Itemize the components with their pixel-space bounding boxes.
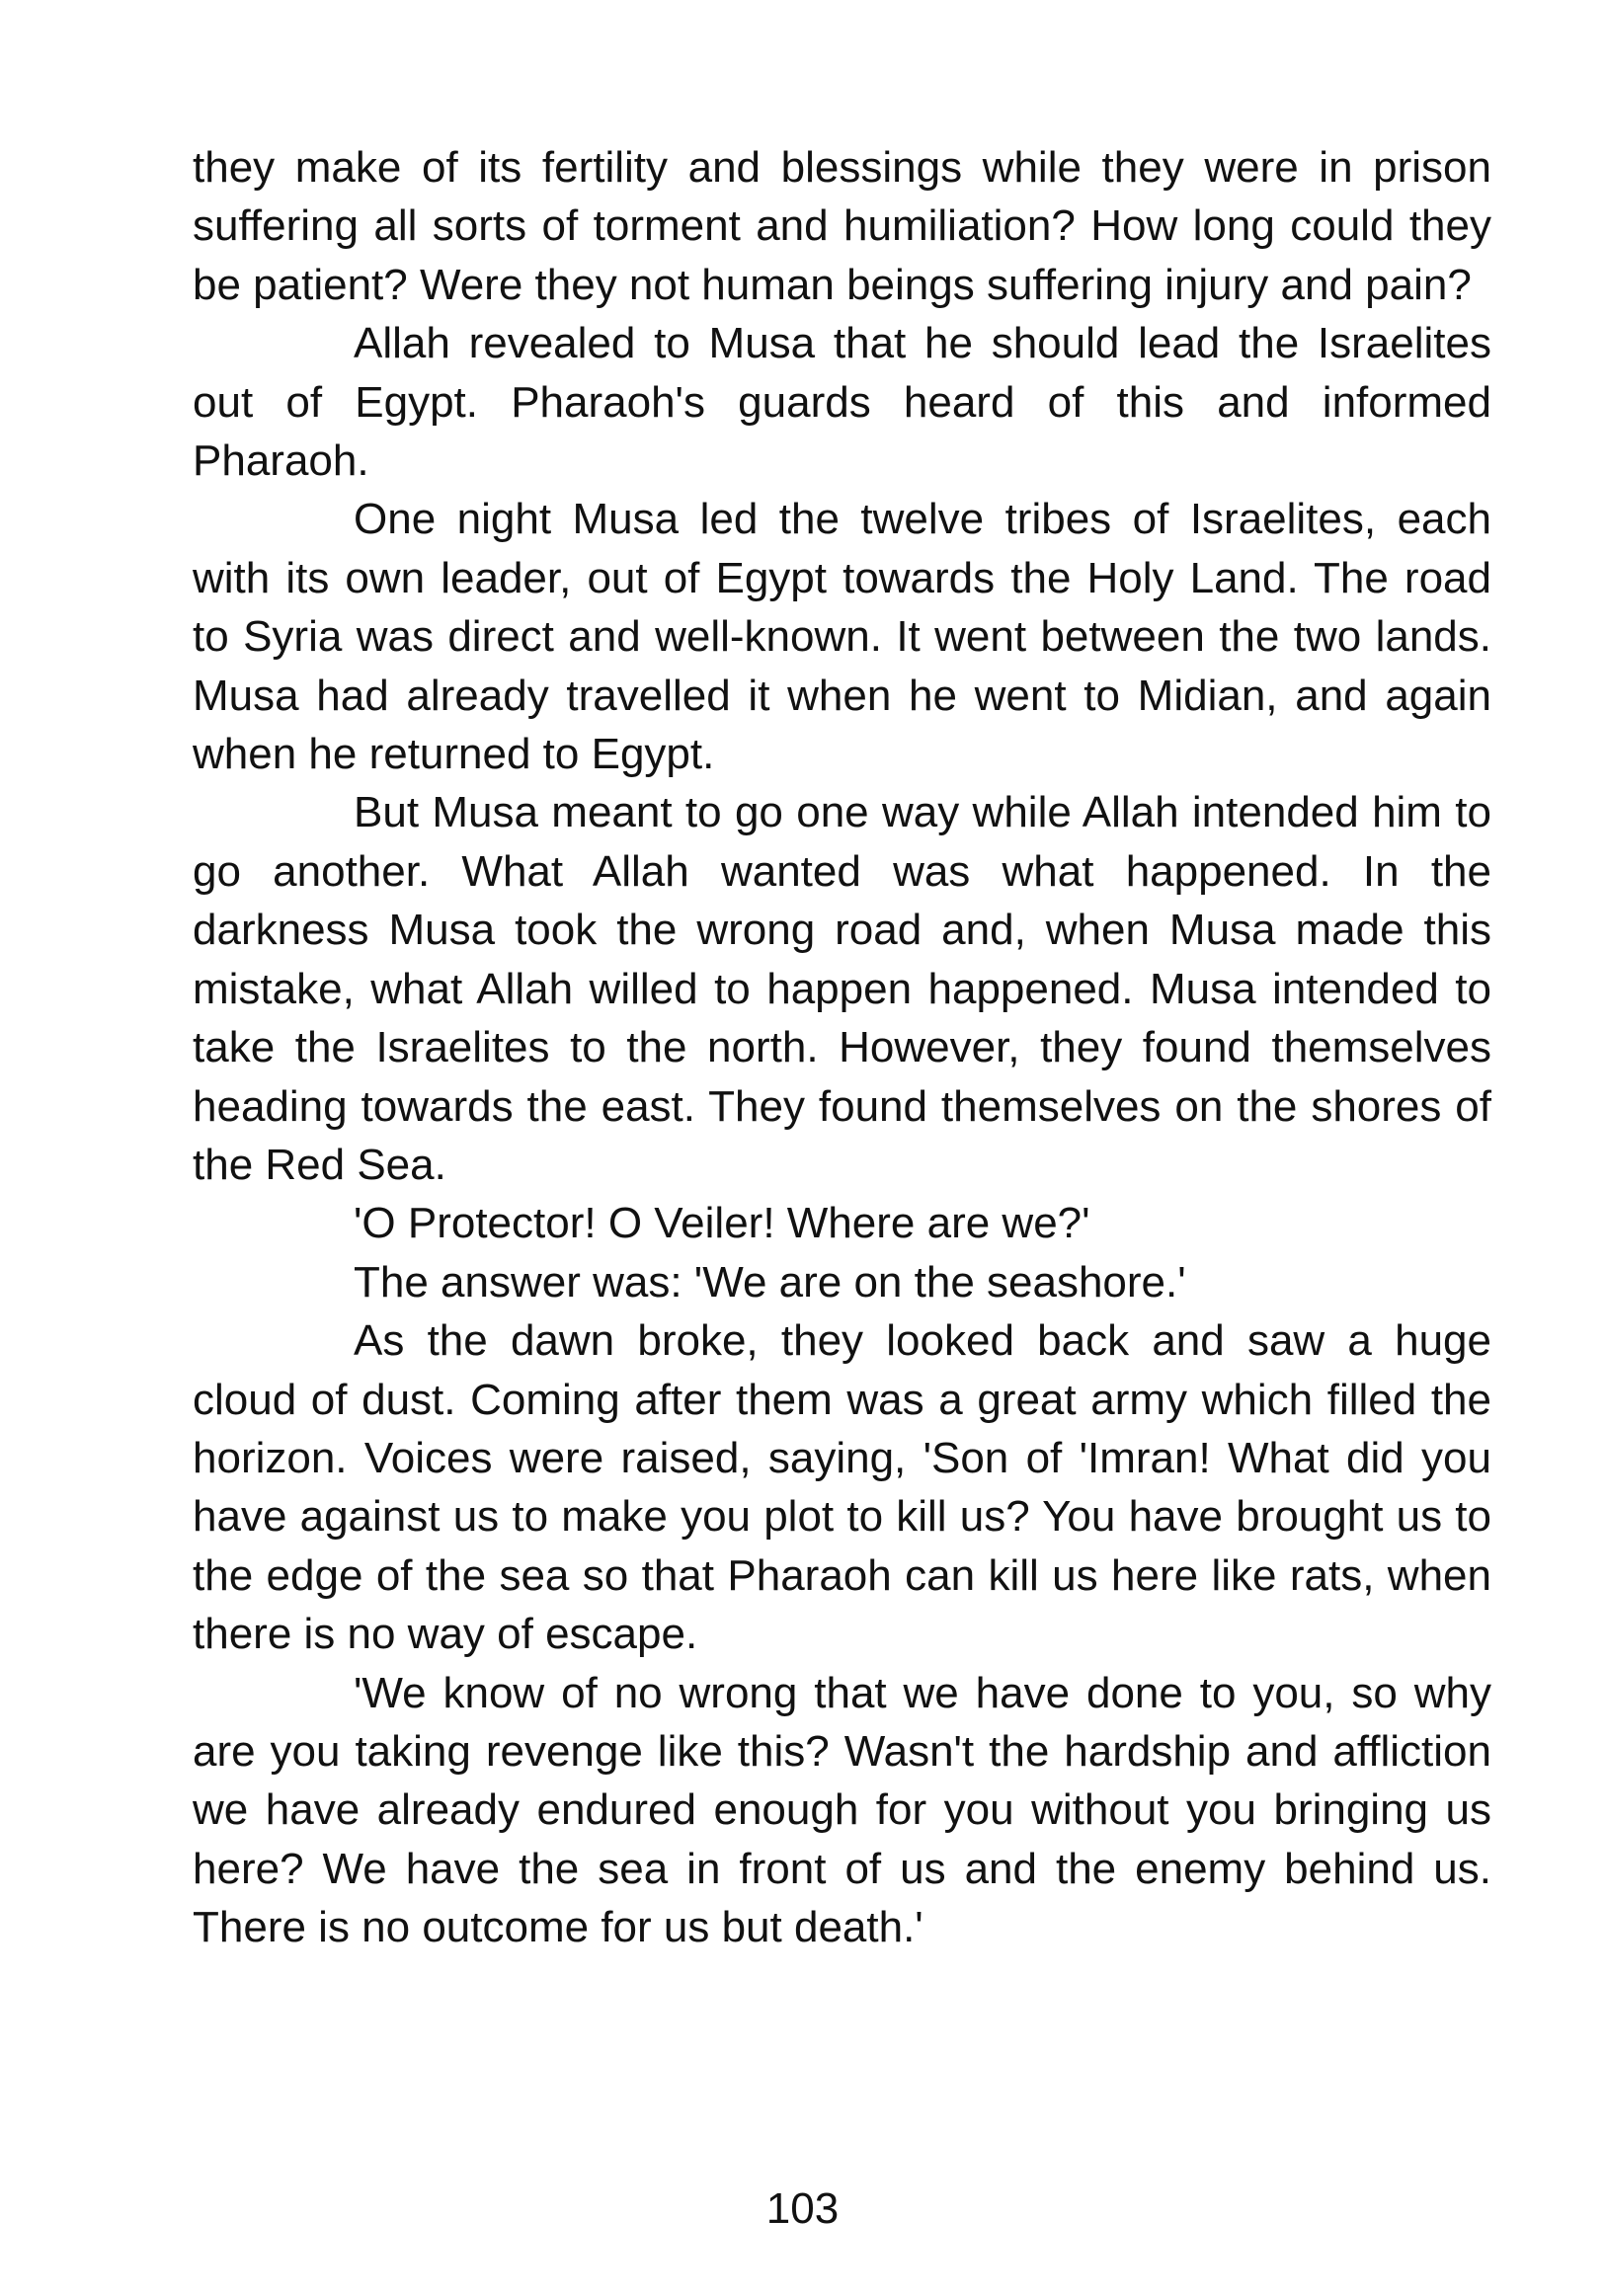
paragraph-4: But Musa meant to go one way while Allah intended him to go another. What Allah wanted was what happened. In the darkness Musa took the wrong road and, when Musa made this mistake, what Allah willed to happen happened. Musa intended to take the Israelites to the north. However, they found themselves heading towards the east. They found themselves on the shores of the Red Sea.	[193, 788, 1491, 1189]
paragraph-2: Allah revealed to Musa that he should lead the Israelites out of Egypt. Pharaoh's guards heard of this and informed Pharaoh.	[193, 319, 1491, 486]
paragraph-7: As the dawn broke, they looked back and saw a huge cloud of dust. Coming after them was a great army which filled the horizon. Voices were raised, saying, 'Son of 'Imran! What did you have against us to make you plot to kill us? You have brought us to the edge of the sea so that Pharaoh can kill us here like rats, when there is no way of escape.	[193, 1316, 1491, 1659]
paragraph-6: The answer was: 'We are on the seashore.'	[354, 1257, 1186, 1306]
paragraph-8: 'We know of no wrong that we have done to you, so why are you taking revenge like this? Wasn't the hardship and affliction we have already endured enough for you without you bringing us here? We have the sea in front of us and the enemy behind us. There is no outcome for us but death.'	[193, 1668, 1491, 1952]
page-number: 103	[765, 2184, 840, 2233]
paragraph-3: One night Musa led the twelve tribes of Israelites, each with its own leader, out of Egypt towards the Holy Land. The road to Syria was direct and well-known. It went between the two lands. Musa had already travelled it when he went to Midian, and again when he returned to Egypt.	[193, 495, 1491, 779]
body-text	[193, 138, 1491, 1957]
paragraph-5: 'O Protector! O Veiler! Where are we?'	[354, 1199, 1090, 1248]
paragraph-1: they make of its fertility and blessings while they were in prison suffering all sorts of torment and humiliation? How long could they be patient? Were they not human beings suffering injury and pain?	[193, 143, 1491, 309]
